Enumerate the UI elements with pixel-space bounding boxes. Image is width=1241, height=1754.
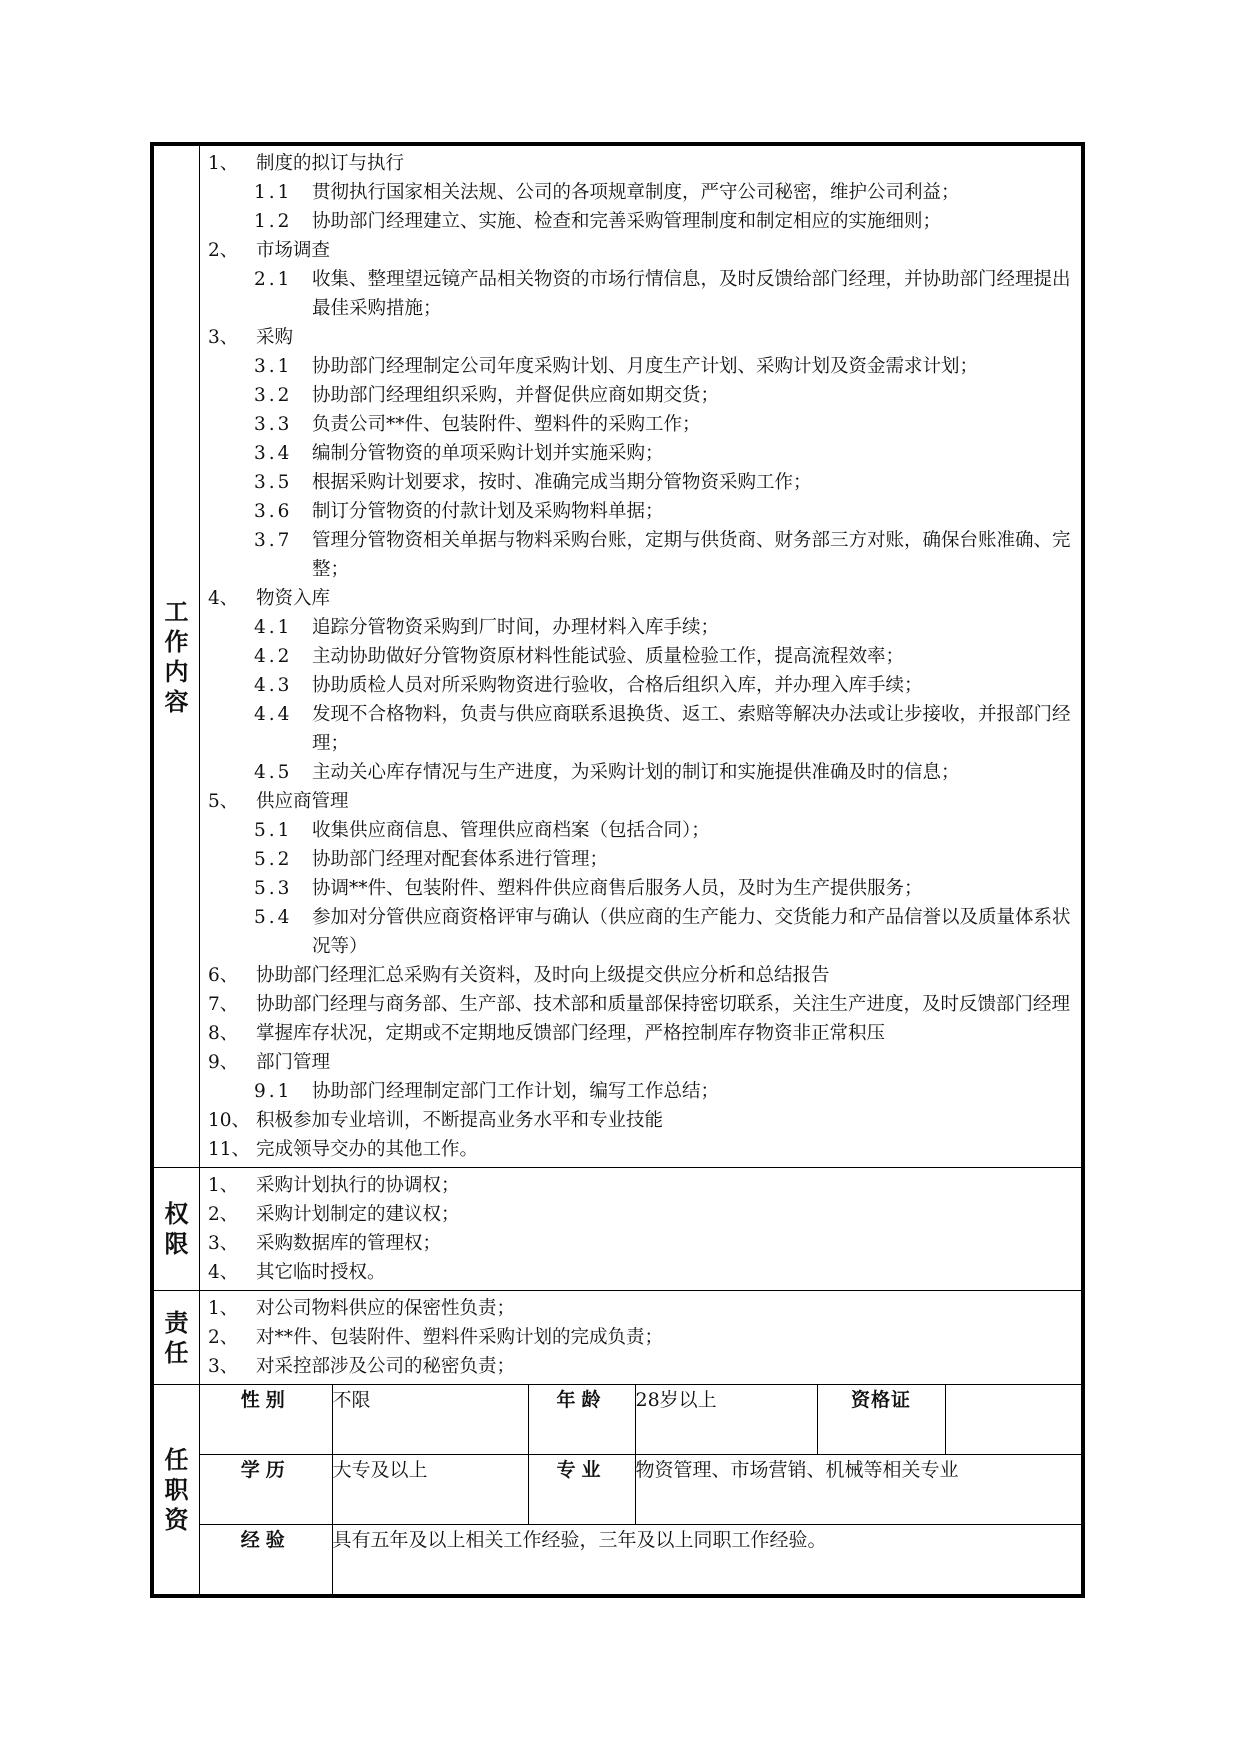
item-text: 采购 — [256, 327, 294, 348]
item-text: 协助部门经理汇总采购有关资料，及时向上级提交供应分析和总结报告 — [256, 965, 830, 986]
list-item — [208, 410, 1071, 439]
responsibility-list — [200, 1291, 1081, 1384]
item-number: 1、 — [208, 153, 239, 174]
item-number: 9.1 — [254, 1081, 293, 1102]
label-char: 责 — [164, 1308, 189, 1337]
item-text: 采购数据库的管理权； — [256, 1233, 442, 1254]
item-number: 3.5 — [254, 472, 293, 493]
item-text: 采购计划执行的协调权； — [256, 1175, 460, 1196]
item-number: 10、 — [208, 1110, 251, 1131]
label-char: 工 — [164, 597, 189, 626]
label-char: 资 — [164, 1505, 189, 1534]
certificate-value — [945, 1385, 1081, 1454]
item-number: 6、 — [208, 965, 239, 986]
list-item — [208, 207, 1071, 236]
list-item — [208, 439, 1071, 468]
item-text: 追踪分管物资采购到厂时间，办理材料入库手续； — [312, 617, 720, 638]
item-number: 9、 — [208, 1052, 239, 1073]
list-item — [208, 874, 1071, 903]
work-content-cell — [200, 146, 1082, 1168]
qualification-table — [200, 1385, 1081, 1594]
authority-cell — [200, 1168, 1082, 1291]
item-number: 3.7 — [254, 530, 293, 551]
list-item — [208, 816, 1071, 845]
list-item — [208, 1106, 1071, 1135]
item-text: 负责公司**件、包装附件、塑料件的采购工作； — [312, 414, 701, 435]
gender-label: 性别 — [200, 1385, 332, 1454]
list-item — [208, 1352, 1071, 1381]
label-char: 限 — [164, 1230, 189, 1258]
item-text: 参加对分管供应商资格评审与确认（供应商的生产能力、交货能力和产品信誉以及质量体系状况等） — [312, 907, 1071, 957]
item-number: 5、 — [208, 791, 239, 812]
list-item — [208, 178, 1071, 207]
list-item — [208, 961, 1071, 990]
list-item — [208, 700, 1071, 758]
item-number: 2、 — [208, 240, 239, 261]
item-number: 4.3 — [254, 675, 293, 696]
item-number: 5.4 — [254, 907, 293, 928]
item-number: 3.4 — [254, 443, 293, 464]
main-table — [153, 145, 1082, 1595]
item-text: 协调**件、包装附件、塑料件供应商售后服务人员，及时为生产提供服务； — [312, 878, 923, 899]
item-text: 发现不合格物料，负责与供应商联系退换货、返工、索赔等解决办法或让步接收，并报部门经理； — [312, 704, 1071, 754]
item-number: 8、 — [208, 1023, 239, 1044]
item-number: 5.1 — [254, 820, 293, 841]
list-item — [208, 584, 1071, 613]
item-text: 市场调查 — [256, 240, 331, 261]
item-number: 3.1 — [254, 356, 293, 377]
education-value: 大专及以上 — [332, 1454, 528, 1524]
qualification-label — [154, 1385, 200, 1595]
item-number: 3.3 — [254, 414, 293, 435]
list-item — [208, 1077, 1071, 1106]
label-char: 内 — [164, 657, 189, 686]
item-number: 5.3 — [254, 878, 293, 899]
item-text: 完成领导交办的其他工作。 — [256, 1139, 479, 1160]
item-number: 4.1 — [254, 617, 293, 638]
item-number: 2.1 — [254, 269, 293, 290]
list-item — [208, 845, 1071, 874]
list-item — [208, 497, 1071, 526]
list-item — [208, 149, 1071, 178]
work-content-label — [154, 146, 200, 1168]
item-number: 1.2 — [254, 211, 293, 232]
item-number: 3.2 — [254, 385, 293, 406]
item-text: 供应商管理 — [256, 791, 349, 812]
item-text: 主动协助做好分管物资原材料性能试验、质量检验工作，提高流程效率； — [312, 646, 905, 667]
qualification-cell — [200, 1385, 1082, 1595]
item-number: 4、 — [208, 588, 239, 609]
item-text: 制度的拟订与执行 — [256, 153, 405, 174]
list-item — [208, 787, 1071, 816]
responsibility-label — [154, 1291, 200, 1385]
item-text: 协助部门经理组织采购，并督促供应商如期交货； — [312, 385, 720, 406]
list-item — [208, 758, 1071, 787]
item-text: 编制分管物资的单项采购计划并实施采购； — [312, 443, 664, 464]
major-value: 物资管理、市场营销、机械等相关专业 — [635, 1454, 1081, 1524]
list-item — [208, 1200, 1071, 1229]
list-item — [208, 1229, 1071, 1258]
item-text: 协助部门经理制定部门工作计划，编写工作总结； — [312, 1081, 720, 1102]
item-text: 主动关心库存情况与生产进度，为采购计划的制订和实施提供准确及时的信息； — [312, 762, 960, 783]
item-number: 4.2 — [254, 646, 293, 667]
list-item — [208, 671, 1071, 700]
item-text: 收集供应商信息、管理供应商档案（包括合同）； — [312, 820, 710, 841]
item-text: 根据采购计划要求，按时、准确完成当期分管物资采购工作； — [312, 472, 812, 493]
item-text: 协助部门经理对配套体系进行管理； — [312, 849, 609, 870]
list-item — [208, 1294, 1071, 1323]
item-text: 采购计划制定的建议权； — [256, 1204, 460, 1225]
list-item — [208, 642, 1071, 671]
list-item — [208, 323, 1071, 352]
item-text: 协助质检人员对所采购物资进行验收，合格后组织入库，并办理入库手续； — [312, 675, 923, 696]
label-char: 容 — [164, 687, 189, 716]
list-item — [208, 1323, 1071, 1352]
experience-label: 经验 — [200, 1525, 332, 1594]
gender-value: 不限 — [332, 1385, 528, 1454]
major-label: 专业 — [528, 1454, 635, 1524]
item-number: 4.5 — [254, 762, 293, 783]
item-text: 协助部门经理建立、实施、检查和完善采购管理制度和制定相应的实施细则； — [312, 211, 942, 232]
label-char: 职 — [164, 1475, 189, 1504]
list-item — [208, 990, 1071, 1019]
item-text: 制订分管物资的付款计划及采购物料单据； — [312, 501, 664, 522]
item-text: 协助部门经理与商务部、生产部、技术部和质量部保持密切联系，关注生产进度，及时反馈部门经理 — [256, 994, 1071, 1015]
item-number: 4、 — [208, 1262, 239, 1283]
list-item — [208, 468, 1071, 497]
item-number: 4.4 — [254, 704, 293, 725]
education-label: 学历 — [200, 1454, 332, 1524]
list-item — [208, 613, 1071, 642]
item-text: 其它临时授权。 — [256, 1262, 386, 1283]
list-item — [208, 265, 1071, 323]
authority-list — [200, 1168, 1081, 1290]
item-number: 2、 — [208, 1327, 239, 1348]
list-item — [208, 1048, 1071, 1077]
label-char: 权 — [164, 1200, 189, 1228]
item-text: 对公司物料供应的保密性负责； — [256, 1298, 516, 1319]
age-label: 年龄 — [528, 1385, 635, 1454]
item-number: 2、 — [208, 1204, 239, 1225]
item-text: 部门管理 — [256, 1052, 331, 1073]
job-description-table — [150, 142, 1085, 1598]
list-item — [208, 903, 1071, 961]
item-text: 协助部门经理制定公司年度采购计划、月度生产计划、采购计划及资金需求计划； — [312, 356, 979, 377]
item-number: 1.1 — [254, 182, 293, 203]
item-text: 管理分管物资相关单据与物料采购台账，定期与供货商、财务部三方对账，确保台账准确、完整； — [312, 530, 1071, 580]
item-number: 3、 — [208, 327, 239, 348]
item-number: 3、 — [208, 1233, 239, 1254]
label-char: 作 — [164, 627, 189, 656]
item-text: 物资入库 — [256, 588, 331, 609]
label-char: 任 — [164, 1338, 189, 1367]
authority-label — [154, 1168, 200, 1291]
item-number: 3.6 — [254, 501, 293, 522]
list-item — [208, 1135, 1071, 1164]
item-text: 对采控部涉及公司的秘密负责； — [256, 1356, 516, 1377]
list-item — [208, 1171, 1071, 1200]
age-value: 28岁以上 — [635, 1385, 817, 1454]
item-number: 1、 — [208, 1175, 239, 1196]
label-char: 任 — [164, 1445, 189, 1474]
list-item — [208, 352, 1071, 381]
experience-value: 具有五年及以上相关工作经验，三年及以上同职工作经验。 — [332, 1525, 1081, 1594]
item-number: 1、 — [208, 1298, 239, 1319]
certificate-label: 资格证 — [817, 1385, 945, 1454]
responsibility-cell — [200, 1291, 1082, 1385]
item-text: 掌握库存状况，定期或不定期地反馈部门经理，严格控制库存物资非正常积压 — [256, 1023, 886, 1044]
work-content-list — [200, 146, 1081, 1167]
item-number: 3、 — [208, 1356, 239, 1377]
item-text: 收集、整理望远镜产品相关物资的市场行情信息，及时反馈给部门经理，并协助部门经理提出最佳采购措施； — [312, 269, 1071, 319]
item-number: 7、 — [208, 994, 239, 1015]
list-item — [208, 526, 1071, 584]
item-number: 11、 — [208, 1139, 251, 1160]
list-item — [208, 381, 1071, 410]
list-item — [208, 1019, 1071, 1048]
item-text: 对**件、包装附件、塑料件采购计划的完成负责； — [256, 1327, 664, 1348]
item-text: 贯彻执行国家相关法规、公司的各项规章制度，严守公司秘密，维护公司利益； — [312, 182, 960, 203]
item-number: 5.2 — [254, 849, 293, 870]
list-item — [208, 1258, 1071, 1287]
list-item — [208, 236, 1071, 265]
item-text: 积极参加专业培训，不断提高业务水平和专业技能 — [256, 1110, 664, 1131]
